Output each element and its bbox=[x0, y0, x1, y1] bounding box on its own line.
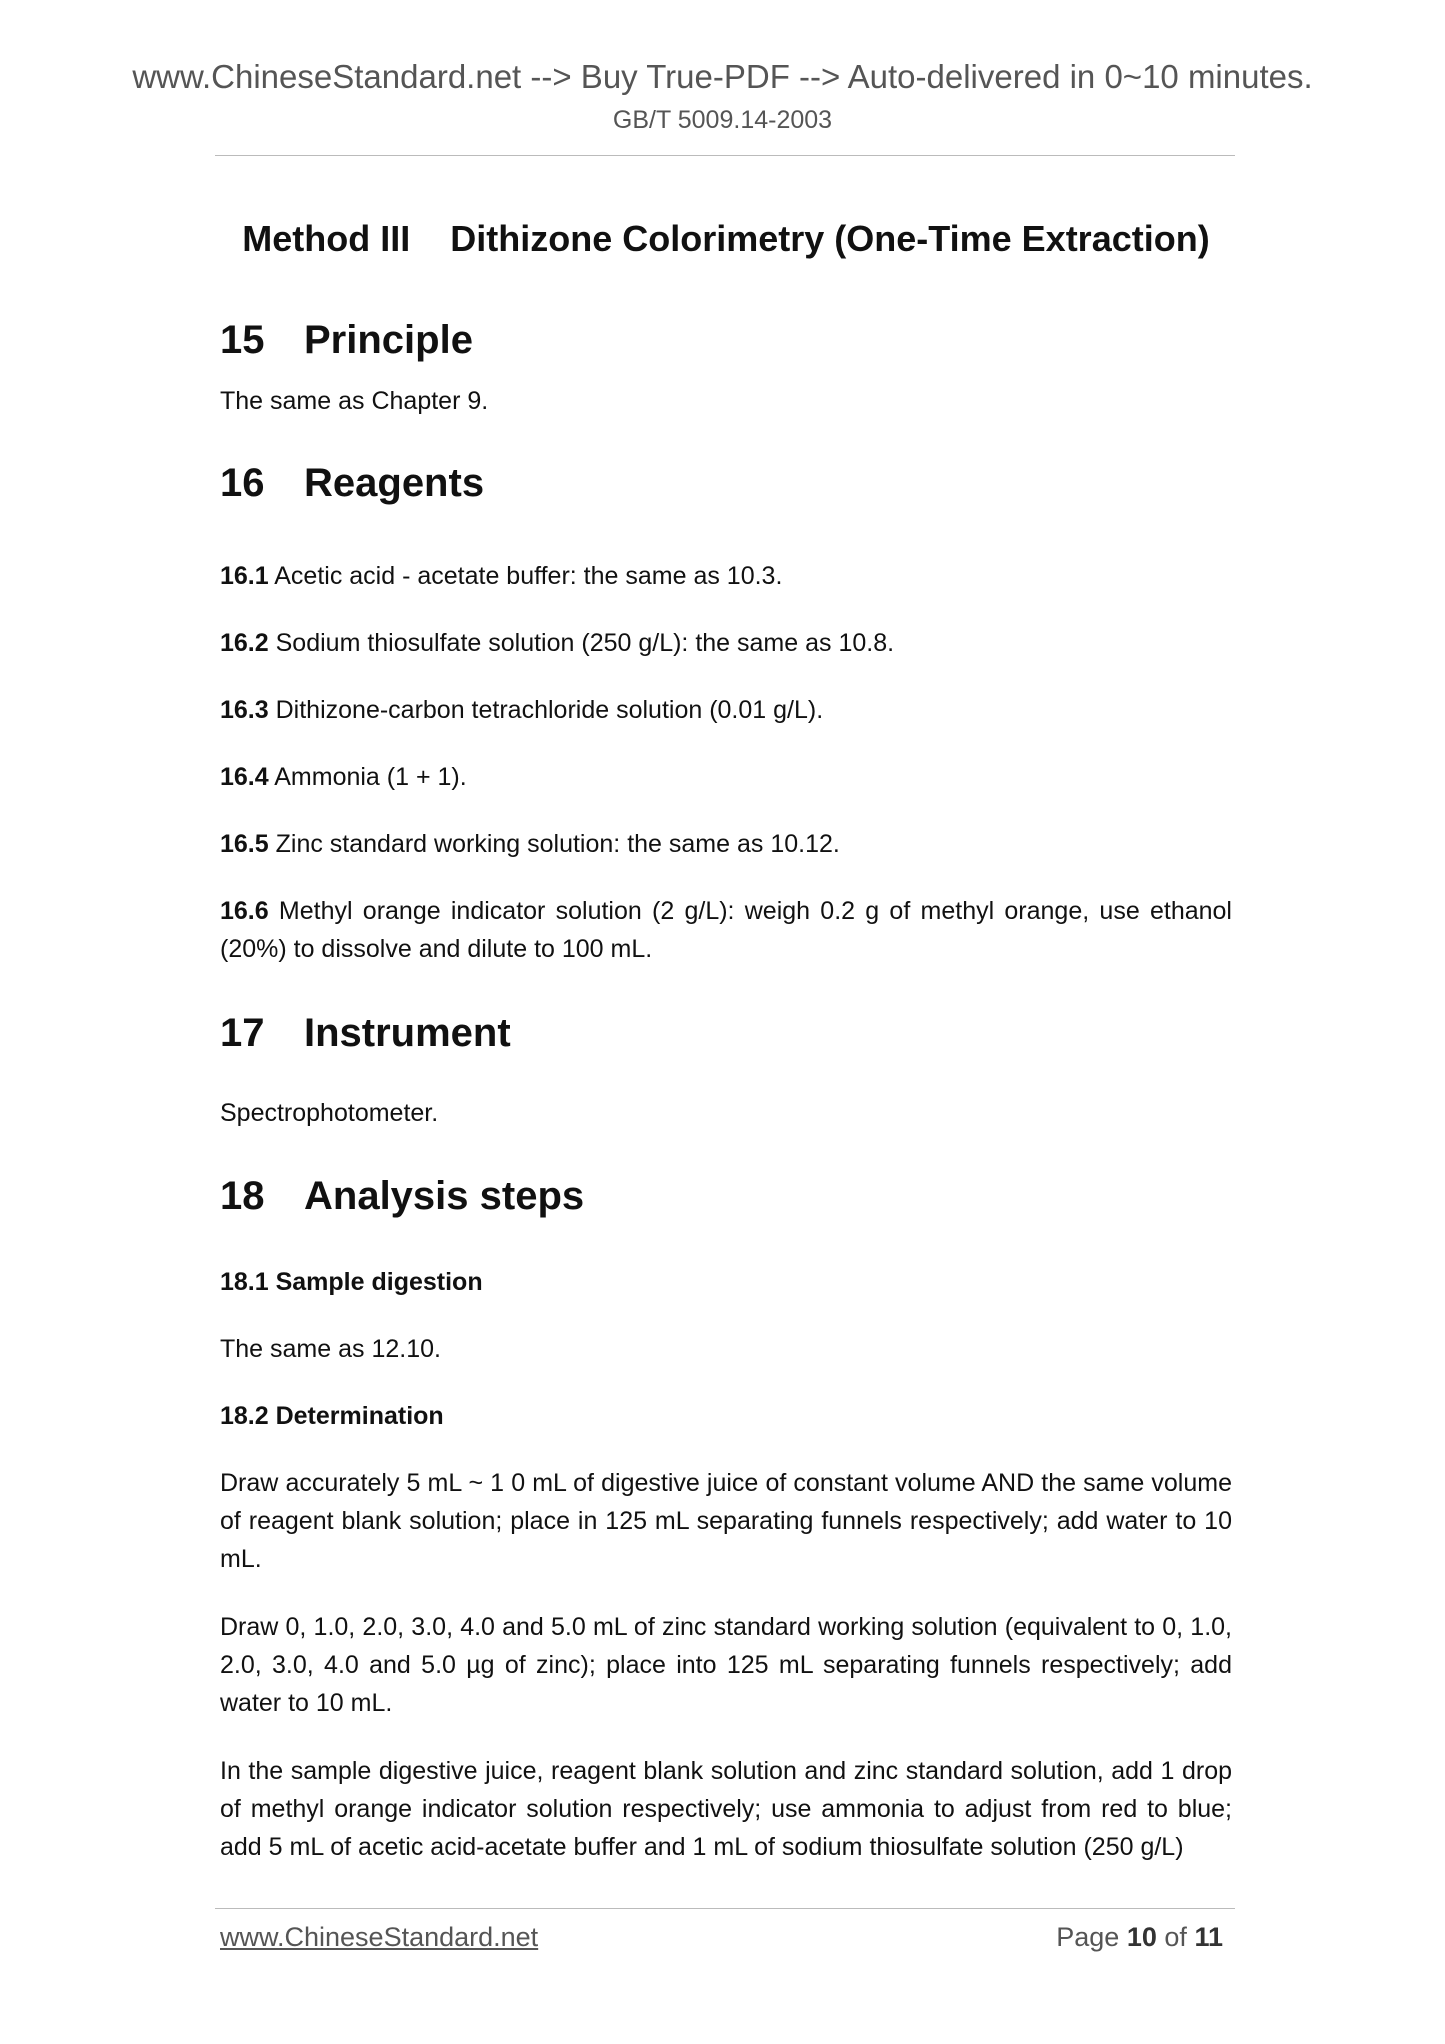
item-text: Zinc standard working solution: the same as 10.12. bbox=[275, 830, 840, 858]
section-17-heading bbox=[220, 1011, 511, 1056]
current-page-number: 10 bbox=[1126, 1922, 1157, 1952]
item-number: 16.5 bbox=[220, 830, 269, 858]
reagent-item bbox=[220, 892, 1232, 968]
total-pages-number: 11 bbox=[1194, 1922, 1223, 1952]
item-text: Methyl orange indicator solution (2 g/L): weigh 0.2 g of methyl orange, use ethanol (20%) to dissolve and dilute to 100 mL. bbox=[220, 897, 1232, 963]
method-title: Method III Dithizone Colorimetry (One-Time Extraction) bbox=[242, 218, 1210, 259]
section-16-heading bbox=[220, 461, 484, 506]
item-text: Sodium thiosulfate solution (250 g/L): the same as 10.8. bbox=[275, 629, 895, 657]
section-number: 15 bbox=[220, 318, 265, 362]
item-text: Ammonia (1 + 1). bbox=[274, 763, 467, 791]
standard-id: GB/T 5009.14-2003 bbox=[612, 106, 833, 134]
subsection-18-2-heading: 18.2 Determination bbox=[220, 1402, 444, 1430]
footer-divider bbox=[215, 1908, 1235, 1909]
item-number: 16.6 bbox=[220, 897, 269, 925]
reagent-item bbox=[220, 557, 1232, 595]
item-number: 16.4 bbox=[220, 763, 269, 791]
footer-website-link[interactable]: www.ChineseStandard.net bbox=[220, 1922, 539, 1952]
header-banner: www.ChineseStandard.net --> Buy True-PDF --> Auto-delivered in 0~10 minutes. bbox=[132, 58, 1313, 95]
item-text: Dithizone-carbon tetrachloride solution (0.01 g/L). bbox=[275, 696, 824, 724]
reagent-item bbox=[220, 691, 1232, 729]
item-number: 16.3 bbox=[220, 696, 269, 724]
section-15-heading bbox=[220, 318, 473, 363]
section-number: 18 bbox=[220, 1174, 265, 1218]
page-of: of bbox=[1164, 1922, 1187, 1952]
reagent-item bbox=[220, 758, 1232, 796]
subsection-18-1-body: The same as 12.10. bbox=[220, 1335, 441, 1363]
page-indicator bbox=[1056, 1922, 1223, 1953]
item-number: 16.2 bbox=[220, 629, 269, 657]
page-prefix: Page bbox=[1056, 1922, 1120, 1952]
item-text: Acetic acid - acetate buffer: the same as 10.3. bbox=[274, 562, 783, 590]
item-number: 16.1 bbox=[220, 562, 269, 590]
reagent-item bbox=[220, 825, 1232, 863]
section-title: Analysis steps bbox=[304, 1174, 585, 1218]
determination-paragraph: Draw accurately 5 mL ~ 1 0 mL of digestive juice of constant volume AND the same volume of reagent blank solution; place in 125 mL separating funnels respectively; add water to 10 mL. bbox=[220, 1469, 1232, 1573]
section-number: 17 bbox=[220, 1011, 265, 1055]
section-17-body: Spectrophotometer. bbox=[220, 1099, 439, 1127]
section-title: Instrument bbox=[304, 1011, 511, 1055]
section-15-body: The same as Chapter 9. bbox=[220, 387, 489, 415]
section-18-heading bbox=[220, 1174, 584, 1219]
section-title: Principle bbox=[304, 318, 473, 362]
subsection-18-1-heading: 18.1 Sample digestion bbox=[220, 1268, 483, 1296]
header-divider bbox=[215, 155, 1235, 156]
determination-paragraph: In the sample digestive juice, reagent blank solution and zinc standard solution, add 1 drop of methyl orange indicator solution respectively; use ammonia to adjust from red to blue; add 5 mL of acetic acid-acetate buffer and 1 mL of sodium thiosulfate solution (250 g/L) bbox=[220, 1757, 1232, 1861]
reagent-item bbox=[220, 624, 1232, 662]
section-title: Reagents bbox=[304, 461, 485, 505]
determination-paragraph: Draw 0, 1.0, 2.0, 3.0, 4.0 and 5.0 mL of zinc standard working solution (equivalent to 0, 1.0, 2.0, 3.0, 4.0 and 5.0 µg of zinc); place into 125 mL separating funnels respectively; add water to 10 mL. bbox=[220, 1613, 1232, 1717]
section-number: 16 bbox=[220, 461, 265, 505]
